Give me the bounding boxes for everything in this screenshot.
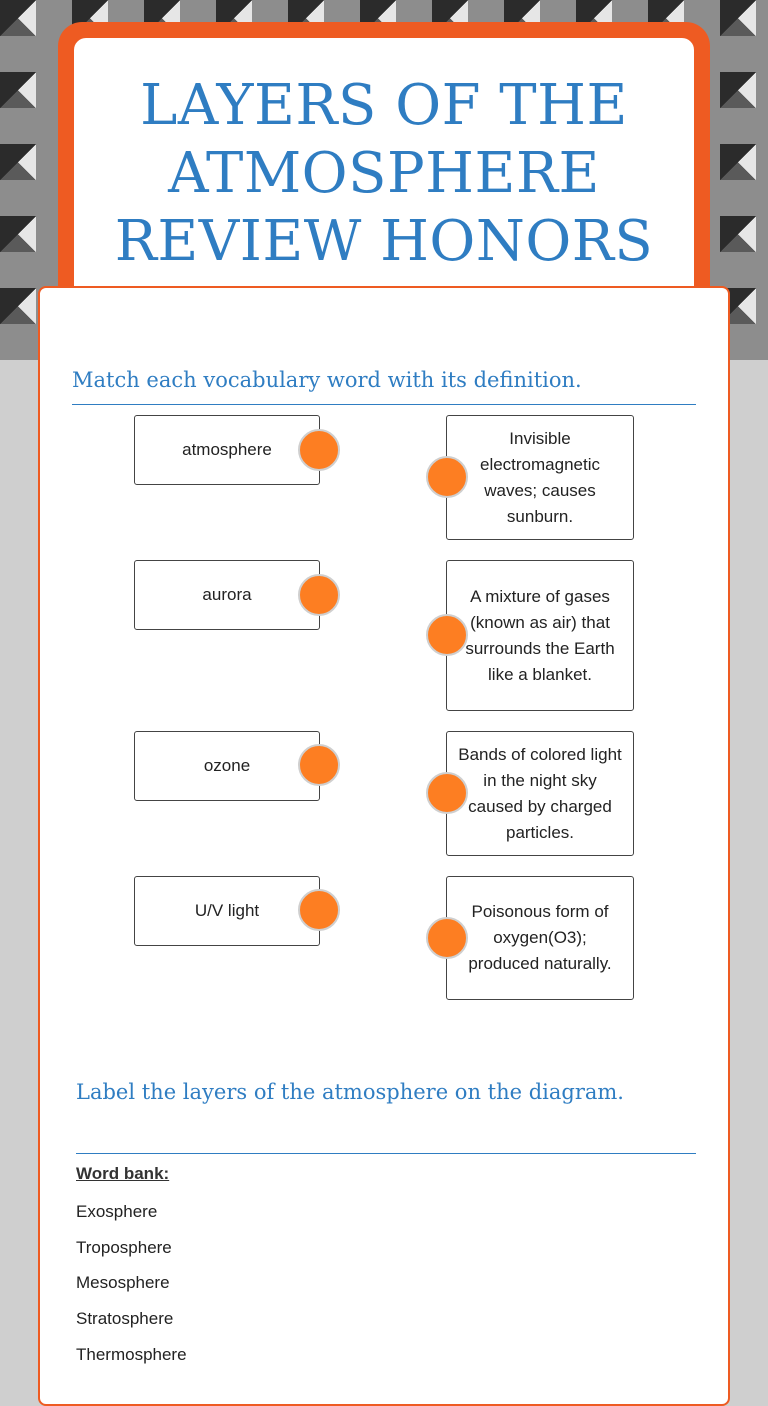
definition-box[interactable]: Poisonous form of oxygen(O3); produced naturally. [446, 876, 634, 1000]
definition-box[interactable]: Bands of colored light in the night sky caused by charged particles. [446, 731, 634, 856]
word-connector-dot[interactable] [298, 889, 340, 931]
definition-box[interactable]: Invisible electromagnetic waves; causes sunburn. [446, 415, 634, 540]
word-box-atmosphere[interactable]: atmosphere [134, 415, 320, 485]
definition-box[interactable]: A mixture of gases (known as air) that surrounds the Earth like a blanket. [446, 560, 634, 711]
word-bank-item: Stratosphere [76, 1309, 174, 1328]
word-bank-item: Troposphere [76, 1238, 172, 1257]
word-bank-title: Word bank: [76, 1164, 170, 1183]
definition-connector-dot[interactable] [426, 456, 468, 498]
word-box-uv-light[interactable]: U/V light [134, 876, 320, 946]
definition-connector-dot[interactable] [426, 917, 468, 959]
word-box-aurora[interactable]: aurora [134, 560, 320, 630]
word-bank-item: Exosphere [76, 1202, 158, 1221]
matching-instruction: Match each vocabulary word with its definition. [72, 368, 582, 392]
definition-connector-dot[interactable] [426, 772, 468, 814]
matching-divider [72, 404, 696, 405]
word-connector-dot[interactable] [298, 574, 340, 616]
labeling-divider [76, 1153, 696, 1154]
word-box-ozone[interactable]: ozone [134, 731, 320, 801]
word-bank-item: Thermosphere [76, 1345, 187, 1364]
labeling-instruction: Label the layers of the atmosphere on the diagram. [76, 1080, 624, 1104]
word-bank-item: Mesosphere [76, 1273, 170, 1292]
definition-connector-dot[interactable] [426, 614, 468, 656]
word-connector-dot[interactable] [298, 429, 340, 471]
word-connector-dot[interactable] [298, 744, 340, 786]
worksheet-title: LAYERS OF THE ATMOSPHERE REVIEW HONORS [114, 73, 654, 274]
